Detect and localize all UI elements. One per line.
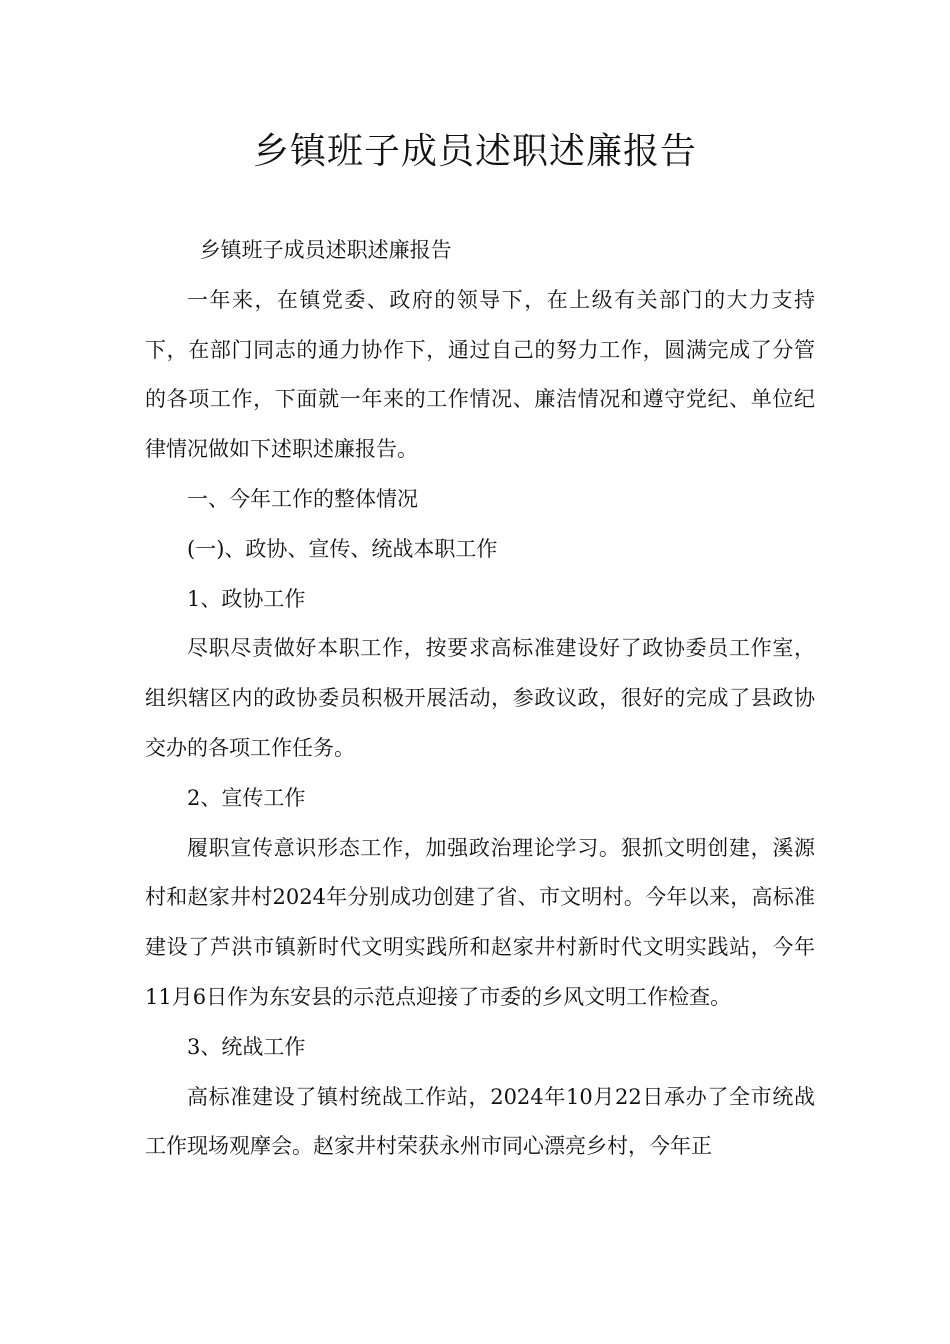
document-title: 乡镇班子成员述职述廉报告	[252, 131, 697, 172]
paragraph-cppcc: 尽职尽责做好本职工作，按要求高标准建设好了政协委员工作室，组织辖区内的政协委员积极开展活动，参政议政，很好的完成了县政协交办的各项工作任务。	[145, 636, 815, 760]
item-heading-united-front: 3、统战工作	[187, 1034, 306, 1059]
intro-paragraph: 一年来，在镇党委、政府的领导下，在上级有关部门的大力支持下，在部门同志的通力协作下，通过自己的努力工作，圆满完成了分管的各项工作，下面就一年来的工作情况、廉洁情况和遵守党纪、单位纪律情况做如下述职述廉报告。	[145, 287, 815, 462]
item-heading-cppcc: 1、政协工作	[187, 586, 306, 611]
section-heading: 一、今年工作的整体情况	[187, 486, 418, 511]
subtitle-paragraph: 乡镇班子成员述职述廉报告	[199, 238, 452, 262]
paragraph-publicity: 履职宣传意识形态工作，加强政治理论学习。狠抓文明创建，溪源村和赵家井村2024年分别成功创建了省、市文明村。今年以来，高标准建设了芦洪市镇新时代文明实践所和赵家井村新时代文明实践站，今年11月6日作为东安县的示范点迎接了市委的乡风文明工作检查。	[145, 835, 815, 1009]
subsection-heading: (一)、政协、宣传、统战本职工作	[187, 536, 498, 561]
paragraph-united-front: 高标准建设了镇村统战工作站，2024年10月22日承办了全市统战工作现场观摩会。赵家井村荣获永州市同心漂亮乡村，今年正	[145, 1084, 815, 1159]
item-heading-publicity: 2、宣传工作	[187, 785, 306, 810]
document-body	[145, 226, 815, 1172]
